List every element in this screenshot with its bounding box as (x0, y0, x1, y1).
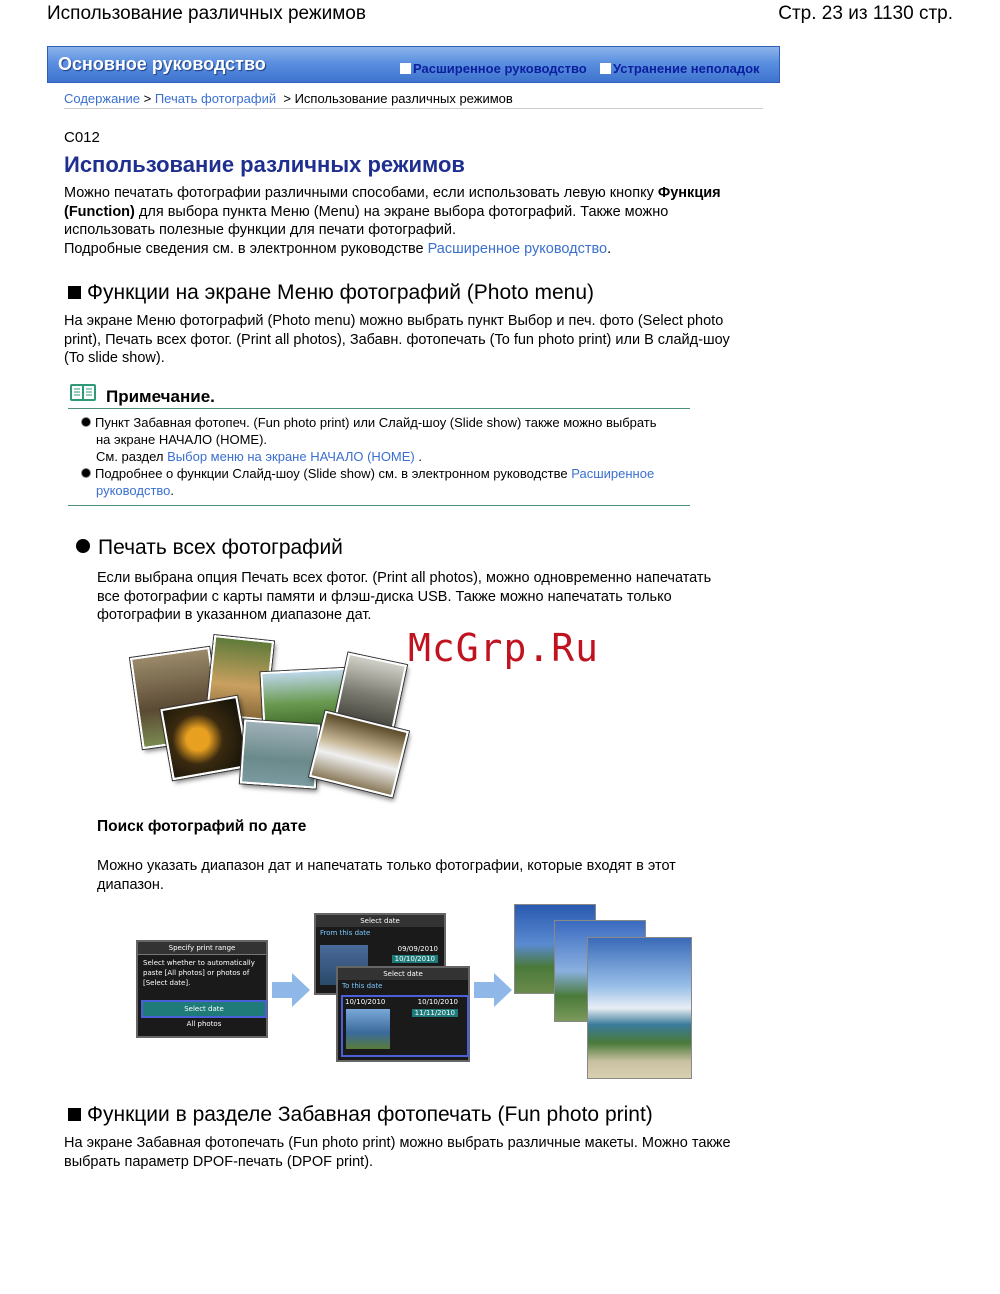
photos-illustration (130, 630, 420, 800)
round-bullet-icon (76, 539, 90, 553)
note-text: Подробнее о функции Слайд-шоу (Slide show) см. в электронном руководстве (95, 466, 572, 481)
lcd-thumbnail (346, 1009, 390, 1049)
breadcrumb-contents-link[interactable]: Содержание (64, 91, 140, 106)
subsection-heading-date-search: Поиск фотографий по дате (97, 818, 307, 835)
intro-text: использовать полезные функции для печати фотографий. (64, 222, 456, 238)
arrow-right-icon (474, 973, 512, 1012)
intro-text: Подробные сведения см. в электронном руководстве (64, 240, 428, 257)
lcd-option-all-photos: All photos (186, 1020, 222, 1028)
lcd-date-selected: 10/10/2010 (392, 955, 438, 963)
function-button-name: (Function) (64, 203, 135, 220)
intro-text: . (607, 240, 612, 257)
bullet-icon (82, 418, 90, 426)
note-text: . (170, 483, 175, 498)
note-text: . (414, 449, 423, 464)
lcd-text: Select whether to automatically (143, 959, 255, 967)
lcd-text: [Select date]. (143, 979, 191, 987)
note-text: на экране НАЧАЛО (HOME). (96, 432, 268, 447)
lcd-option-select-date (141, 1000, 267, 1018)
paragraph-line: Можно указать диапазон дат и напечатать только фотографии, которые входят в этот (97, 858, 676, 874)
breadcrumb-current: Использование различных режимов (294, 91, 513, 106)
section-heading-photo-menu (68, 281, 594, 305)
breadcrumb-separator: > (276, 91, 295, 106)
section-heading-print-all (76, 536, 343, 560)
page-title: Использование различных режимов (64, 152, 465, 177)
paragraph-line: выбрать параметр DPOF-печать (DPOF print). (64, 1153, 374, 1170)
watermark: McGrp.Ru (408, 626, 600, 670)
paragraph-line: Если выбрана опция Печать всех фотог. (Print all photos), можно одновременно напечатать (97, 570, 712, 586)
section-heading-text: Функции в разделе Забавная фотопечать (Fun photo print) (87, 1103, 653, 1126)
troubleshooting-link[interactable] (600, 61, 760, 76)
note-bottom-divider (68, 505, 690, 506)
paragraph-line: фотографии в указанном диапазоне дат. (97, 607, 372, 623)
guide-banner (47, 46, 780, 83)
book-icon (69, 383, 97, 403)
note-title: Примечание. (106, 387, 215, 406)
fun-print-paragraph (64, 1134, 764, 1171)
advanced-guide-note-link[interactable]: Расширенное (571, 466, 655, 481)
section-heading-fun-print (68, 1103, 653, 1127)
note-text: См. раздел (96, 449, 168, 464)
square-icon (400, 63, 411, 74)
lcd-date: 09/09/2010 (397, 945, 438, 953)
square-icon (600, 63, 611, 74)
bullet-icon (82, 469, 90, 477)
note-top-divider (68, 408, 690, 409)
breadcrumb-separator: > (139, 91, 155, 106)
page-counter: Стр. 23 из 1130 стр. (778, 3, 953, 24)
home-menu-link[interactable]: Выбор меню на экране НАЧАЛО (HOME) (167, 449, 415, 464)
lcd-date: 10/10/2010 (417, 998, 458, 1006)
printed-photo (587, 937, 692, 1079)
document-title: Использование различных режимов (47, 3, 366, 24)
arrow-right-icon (272, 973, 310, 1012)
document-code: C012 (64, 129, 100, 146)
lcd-title: Specify print range (138, 942, 266, 955)
intro-text: Можно печатать фотографии различными способами, если использовать левую кнопку (64, 185, 658, 201)
section-heading-text: Функции на экране Меню фотографий (Photo menu) (87, 281, 595, 304)
intro-text: для выбора пункта Меню (Menu) на экране выбора фотографий. Также можно (134, 203, 669, 220)
breadcrumb-photo-print-link[interactable]: Печать фотографий (154, 91, 277, 106)
note-text: Пункт Забавная фотопеч. (Fun photo print) или Слайд-шоу (Slide show) также можно выбрать (95, 415, 657, 430)
paragraph-line: диапазон. (97, 876, 164, 893)
note-item (82, 414, 692, 465)
advanced-guide-inline-link[interactable]: Расширенное руководство (427, 240, 608, 257)
advanced-guide-label: Расширенное руководство (413, 61, 587, 76)
date-search-paragraph (97, 857, 777, 894)
troubleshooting-label: Устранение неполадок (613, 61, 760, 76)
section-heading-text: Печать всех фотографий (98, 536, 343, 559)
photo-leaves (160, 696, 249, 780)
lcd-text: paste [All photos] or photos of (143, 969, 250, 977)
function-button-name: Функция (657, 185, 721, 201)
advanced-guide-note-link[interactable]: руководство (96, 483, 171, 498)
square-bullet-icon (68, 1108, 81, 1121)
paragraph-line: На экране Забавная фотопечать (Fun photo print) можно выбрать различные макеты. Можно также (64, 1135, 731, 1151)
photo-ducks (240, 719, 320, 788)
lcd-title: Select date (316, 915, 444, 927)
print-all-paragraph (97, 569, 777, 625)
square-bullet-icon (68, 286, 81, 299)
paragraph-line: print), Печать всех фотог. (Print all photos), Забавн. фотопечать (To fun photo print) или В слайд-шоу (64, 331, 730, 348)
lcd-label: From this date (320, 929, 371, 937)
lcd-title: Select date (338, 968, 468, 980)
lcd-print-range-screen (136, 940, 268, 1038)
lcd-date: 10/10/2010 (345, 998, 386, 1006)
lcd-label: To this date (342, 982, 383, 990)
paragraph-line: На экране Меню фотографий (Photo menu) можно выбрать пункт Выбор и печ. фото (Select photo (64, 313, 724, 329)
paragraph-line: (To slide show). (64, 350, 165, 366)
paragraph-line: все фотографии с карты памяти и флэш-диска USB. Также можно напечатать только (97, 588, 672, 605)
banner-title: Основное руководство (58, 54, 266, 74)
lcd-to-date-screen (336, 966, 470, 1062)
breadcrumb (64, 91, 513, 106)
lcd-date-selected: 11/11/2010 (412, 1009, 458, 1017)
note-item (82, 465, 692, 499)
advanced-guide-link[interactable] (400, 61, 587, 76)
photo-menu-paragraph (64, 312, 764, 368)
lcd-option-label: Select date (184, 1005, 224, 1013)
intro-paragraph (64, 184, 764, 258)
breadcrumb-divider (64, 108, 763, 109)
